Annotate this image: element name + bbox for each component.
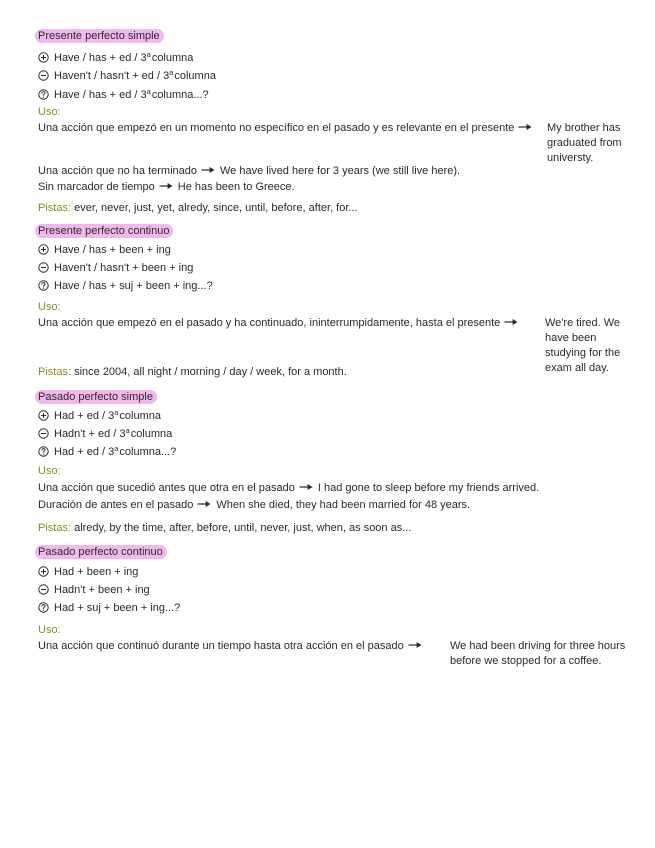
use-example: I had gone to sleep before my friends arrived. [317, 482, 540, 494]
pistas-label: Pistas: [38, 522, 72, 534]
form-text: Had + suj + been + ing...? [54, 602, 181, 614]
use-example-line: graduated from [547, 137, 622, 149]
pistas-text: since 2004, all night / morning / day / week, for a month. [74, 366, 347, 378]
pistas [38, 521, 411, 535]
form-text: Haven't / hasn't + ed / 3 [54, 70, 170, 82]
form-text-end: columna [119, 410, 161, 422]
uso-label: Uso: [38, 624, 61, 636]
use-example: When she died, they had been married for 48 years. [216, 499, 471, 511]
form-text: Haven't / hasn't + been + ing [54, 262, 194, 274]
form-affirmative [38, 51, 193, 65]
use-example: We have lived here for 3 years (we still live here). [220, 165, 461, 177]
question-circle-icon [38, 280, 49, 291]
pistas [38, 201, 358, 215]
section-title [35, 29, 164, 43]
form-negative [38, 261, 193, 275]
form-interrogative [38, 601, 180, 615]
use-item [38, 481, 539, 495]
form-text-end: columna [151, 52, 194, 64]
form-interrogative [38, 279, 213, 293]
question-circle-icon [38, 89, 49, 100]
use-description: Una acción que empezó en el pasado y ha continuado, ininterrumpidamente, hasta el presente [38, 317, 501, 329]
form-affirmative [38, 243, 171, 257]
uso-label: Uso: [38, 106, 61, 118]
pistas-text: alredy, by the time, after, before, until, never, just, when, as soon as... [74, 522, 412, 534]
form-superscript: a [114, 408, 119, 417]
use-item [38, 164, 460, 178]
form-text: Hadn't + ed / 3 [54, 428, 126, 440]
form-text: Had + ed / 3 [54, 410, 115, 422]
use-item [38, 180, 295, 194]
form-superscript: a [114, 444, 119, 453]
use-example-line: have been [545, 332, 597, 344]
form-text: Had + been + ing [54, 566, 139, 578]
use-item [38, 121, 537, 135]
section-title-text: Pasado perfecto continuo [35, 545, 167, 559]
right-arrow-icon [159, 182, 173, 190]
pistas-text: ever, never, just, yet, alredy, since, until, before, after, for... [74, 202, 358, 214]
form-superscript: a [125, 426, 130, 435]
form-text: Hadn't + been + ing [54, 584, 150, 596]
pistas-label: Pistas: [38, 202, 72, 214]
section-title [35, 224, 173, 238]
section-title-text: Presente perfecto continuo [35, 224, 173, 238]
use-description: Una acción que continuó durante un tiempo hasta otra acción en el pasado [38, 640, 404, 652]
right-arrow-icon [197, 500, 211, 508]
use-item [38, 316, 523, 330]
use-item [38, 639, 427, 653]
use-description: Duración de antes en el pasado [38, 499, 194, 511]
section-title-text: Pasado perfecto simple [35, 390, 157, 404]
form-text: Had + ed / 3 [54, 446, 115, 458]
minus-circle-icon [38, 262, 49, 273]
form-text: Have / has + ed / 3 [54, 52, 147, 64]
form-text-end: columna...? [151, 89, 209, 101]
pistas-label: Pistas: [38, 366, 72, 378]
use-example-line: exam all day. [545, 362, 609, 374]
form-text-end: columna...? [119, 446, 177, 458]
form-text: Have / has + been + ing [54, 244, 171, 256]
form-superscript: a [146, 50, 151, 59]
use-example-line: My brother has [547, 122, 621, 134]
use-description: Sin marcador de tiempo [38, 181, 155, 193]
use-item [38, 498, 470, 512]
plus-circle-icon [38, 566, 49, 577]
section-title [35, 545, 167, 559]
plus-circle-icon [38, 244, 49, 255]
form-superscript: a [146, 87, 151, 96]
form-interrogative [38, 88, 209, 102]
form-affirmative [38, 409, 161, 423]
form-affirmative [38, 565, 138, 579]
right-arrow-icon [299, 483, 313, 491]
use-example: He has been to Greece. [177, 181, 295, 193]
use-description: Una acción que sucedió antes que otra en el pasado [38, 482, 295, 494]
form-negative [38, 427, 172, 441]
use-description: Una acción que empezó en un momento no específico en el pasado y es relevante en el presente [38, 122, 515, 134]
plus-circle-icon [38, 52, 49, 63]
form-negative [38, 583, 150, 597]
uso-label: Uso: [38, 465, 61, 477]
question-circle-icon [38, 602, 49, 613]
form-interrogative [38, 445, 176, 459]
form-text: Have / has + ed / 3 [54, 89, 147, 101]
minus-circle-icon [38, 428, 49, 439]
section-title-text: Presente perfecto simple [35, 29, 164, 43]
form-text: Have / has + suj + been + ing...? [54, 280, 213, 292]
form-superscript: a [169, 68, 174, 77]
form-text-end: columna [130, 428, 173, 440]
minus-circle-icon [38, 70, 49, 81]
right-arrow-icon [408, 641, 422, 649]
pistas [38, 365, 347, 379]
use-example-line: We're tired. We [545, 317, 621, 329]
right-arrow-icon [504, 318, 518, 326]
uso-label: Uso: [38, 301, 61, 313]
form-text-end: columna [174, 70, 216, 82]
minus-circle-icon [38, 584, 49, 595]
use-description: Una acción que no ha terminado [38, 165, 197, 177]
use-example-line: before we stopped for a coffee. [450, 655, 602, 667]
question-circle-icon [38, 446, 49, 457]
use-example-line: studying for the [545, 347, 621, 359]
use-example-line: We had been driving for three hours [450, 640, 626, 652]
right-arrow-icon [518, 123, 532, 131]
use-example-line: universty. [547, 152, 594, 164]
form-negative [38, 69, 216, 83]
plus-circle-icon [38, 410, 49, 421]
right-arrow-icon [201, 166, 215, 174]
section-title [35, 390, 157, 404]
